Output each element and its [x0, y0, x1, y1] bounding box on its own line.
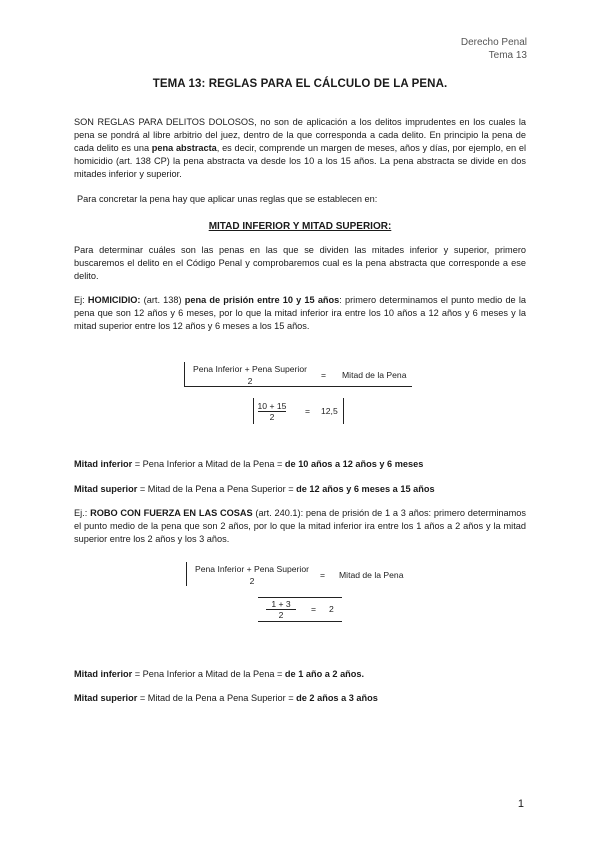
- example2-prefix: Ej.:: [74, 508, 91, 518]
- formula1-rule: [184, 386, 412, 387]
- calc2-equals: =: [311, 604, 317, 614]
- intro-paragraph-2: Para concretar la pena hay que aplicar unas reglas que se establecen en:: [77, 194, 378, 204]
- example2-lower-label: Mitad inferior: [74, 669, 133, 679]
- example2-crime: ROBO CON FUERZA EN LAS COSAS: [90, 508, 253, 518]
- calc1-equals: =: [305, 406, 311, 416]
- running-header: [461, 36, 527, 62]
- example1-article: (art. 138): [140, 295, 185, 305]
- example1-lower-text: = Pena Inferior a Mitad de la Pena =: [132, 459, 285, 469]
- example2-lower-half: [74, 668, 526, 681]
- intro-paragraph: [74, 116, 526, 181]
- formula1-equals: =: [321, 370, 327, 380]
- header-topic: Tema 13: [488, 50, 527, 61]
- intro-text-b: , es decir, comprende un margen de meses, años y días, por ejemplo, en el homicidio (art. 138 CP) la pena abstracta va desde los 10 a los 15 años. La pena abstracta se divide en dos mitades inferior y superior.: [74, 143, 526, 179]
- example1-text: : primero determinamos el punto medio de la pena que son 12 años y 6 meses, por lo que la mitad inferior ira entre los 10 años a 12 años y 6 meses y la mitad superior entre los 12 años y 6 meses a los 15 años.: [74, 295, 526, 331]
- example1-penalty: pena de prisión entre 10 y 15 años: [184, 295, 340, 305]
- calc1-right-bar: [343, 398, 344, 424]
- example1-prefix: Ej:: [74, 295, 88, 305]
- example1-lower-half: [74, 458, 526, 471]
- calc2-numerator: 1 + 3: [271, 599, 291, 609]
- formula1-result: Mitad de la Pena: [342, 370, 407, 380]
- formula2-left-bar: [186, 562, 187, 586]
- page-number: 1: [517, 798, 524, 810]
- document-title: TEMA 13: REGLAS PARA EL CÁLCULO DE LA PENA.: [152, 78, 448, 90]
- intro-bold-term: pena abstracta: [151, 143, 217, 153]
- calc1-denominator: 2: [269, 412, 275, 422]
- example1-upper-label: Mitad superior: [74, 484, 138, 494]
- example1-crime: HOMICIDIO:: [87, 295, 141, 305]
- section-title: MITAD INFERIOR Y MITAD SUPERIOR:: [208, 221, 392, 232]
- example1-upper-value: de 12 años y 6 meses a 15 años: [296, 484, 435, 494]
- example1-lower-label: Mitad inferior: [74, 459, 133, 469]
- calc2-bottom-rule: [258, 621, 342, 622]
- calc2-result: 2: [329, 604, 334, 614]
- formula2-result: Mitad de la Pena: [339, 570, 404, 580]
- intro-text-a: SON REGLAS PARA DELITOS DOLOSOS, no son de aplicación a los delitos imprudentes en los cuales la pena se pondrá al libre arbitrio del juez, dentro de la que corresponda a cada delito. En principio la pena de cada delito es una: [74, 117, 526, 153]
- calc1-numerator: 10 + 15: [257, 401, 287, 411]
- example1-paragraph: [74, 294, 526, 333]
- example2-upper-value: de 2 años a 3 años: [296, 693, 378, 703]
- formula2-equals: =: [320, 570, 326, 580]
- example1-lower-value: de 10 años a 12 años y 6 meses: [284, 459, 424, 469]
- calc2-top-rule: [258, 597, 342, 598]
- calc2-denominator: 2: [278, 610, 284, 620]
- formula2-denominator: 2: [249, 576, 255, 586]
- example2-upper-half: [74, 692, 526, 705]
- formula1-numerator: Pena Inferior + Pena Superior: [193, 364, 307, 374]
- example1-upper-half: [74, 483, 526, 496]
- calc1-result: 12,5: [321, 406, 338, 416]
- formula1-left-bar: [184, 362, 185, 386]
- formula1-denominator: 2: [247, 376, 253, 386]
- example1-upper-text: = Mitad de la Pena a Pena Superior =: [137, 484, 297, 494]
- example2-text: (art. 240.1): pena de prisión de 1 a 3 años: primero determinamos el punto medio de la pena que son 2 años, por lo que la mitad inferior ira entre los 1 años a 2 años y la mitad superior entre los 2 años y los 3 años.: [74, 508, 527, 544]
- section-intro: Para determinar cuáles son las penas en las que se dividen las mitades inferior y superior, primero buscaremos el delito en el Código Penal y comprobaremos cual es la pena abstracta que corresponde a ese delito.: [74, 245, 526, 281]
- calc1-left-bar: [253, 398, 254, 424]
- formula2-numerator: Pena Inferior + Pena Superior: [195, 564, 309, 574]
- example2-lower-value: de 1 año a 2 años.: [284, 669, 365, 679]
- example2-upper-text: = Mitad de la Pena a Pena Superior =: [137, 693, 297, 703]
- header-subject: Derecho Penal: [460, 37, 527, 48]
- example2-lower-text: = Pena Inferior a Mitad de la Pena =: [132, 669, 285, 679]
- example2-upper-label: Mitad superior: [74, 693, 138, 703]
- example2-paragraph: [74, 507, 526, 546]
